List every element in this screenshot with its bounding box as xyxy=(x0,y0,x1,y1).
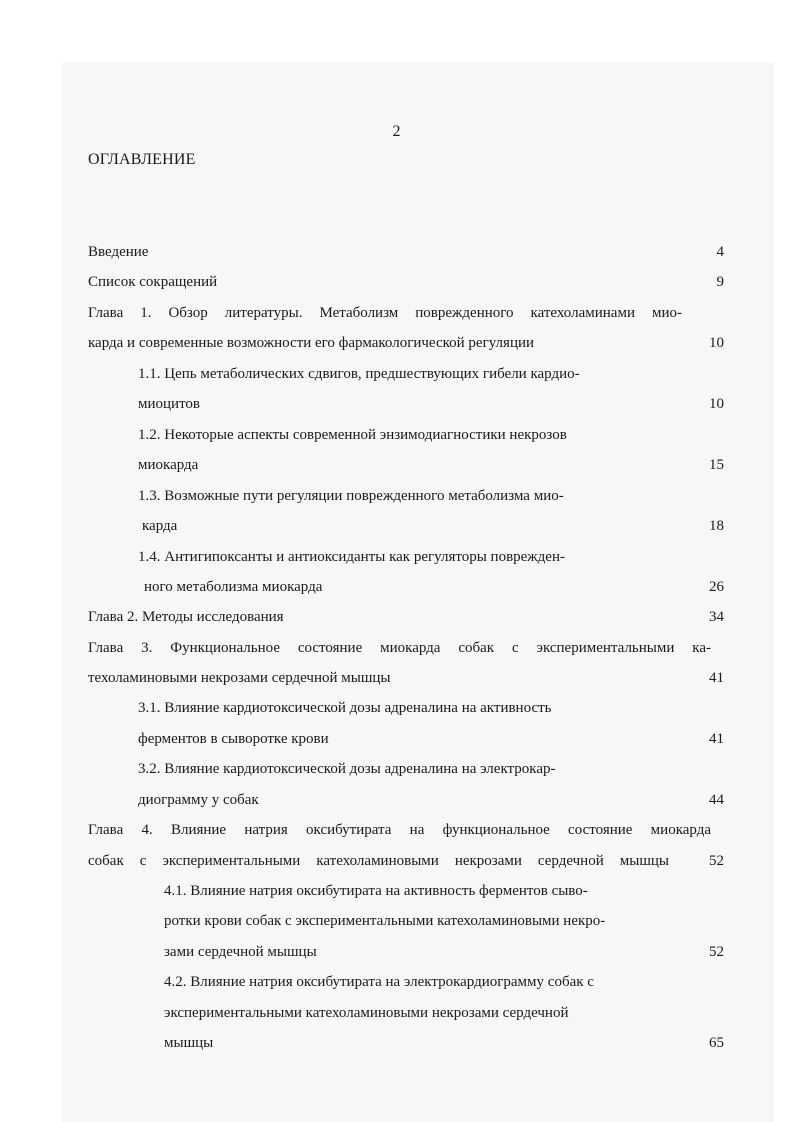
toc-page-section-3-2: 44 xyxy=(709,792,724,808)
toc-page-chapter-4: 52 xyxy=(709,853,724,869)
page-number: 2 xyxy=(392,123,401,140)
toc-entry-chapter-4-line-2: собак с экспериментальными катехоламиновыми некрозами сердечной мышцы xyxy=(88,853,669,869)
toc-entry-chapter-2: Глава 2. Методы исследования xyxy=(88,609,284,625)
toc-entry-chapter-1-line-1: Глава 1. Обзор литературы. Метаболизм поврежденного катехоламинами мио- xyxy=(88,305,682,321)
toc-page-section-1-3: 18 xyxy=(709,518,724,534)
toc-entry-section-4-1-line-2: ротки крови собак с экспериментальными катехоламиновыми некро- xyxy=(164,913,606,929)
toc-entry-chapter-4-line-1: Глава 4. Влияние натрия оксибутирата на функциональное состояние миокарда xyxy=(88,822,711,838)
toc-page-section-4-2: 65 xyxy=(709,1035,724,1051)
toc-entry-section-1-3-line-1: 1.3. Возможные пути регуляции поврежденного метаболизма мио- xyxy=(138,488,564,504)
toc-entry-section-4-2-line-2: экспериментальными катехоламиновыми некрозами сердечной xyxy=(164,1005,569,1021)
toc-entry-section-1-4-line-2: ного метаболизма миокарда xyxy=(144,579,323,595)
toc-page-section-1-2: 15 xyxy=(709,457,724,473)
toc-entry-section-1-3-line-2: карда xyxy=(142,518,178,534)
toc-page-intro: 4 xyxy=(716,244,724,260)
toc-entry-chapter-3-line-1: Глава 3. Функциональное состояние миокарда собак с экспериментальными ка- xyxy=(88,640,711,656)
toc-entry-section-1-2-line-2: миокарда xyxy=(138,457,199,473)
toc-entry-section-3-2-line-1: 3.2. Влияние кардиотоксической дозы адреналина на электрокар- xyxy=(138,761,556,777)
toc-entry-section-1-1-line-2: миоцитов xyxy=(138,396,201,412)
toc-entry-abbreviations: Список сокращений xyxy=(88,274,218,290)
toc-entry-section-4-1-line-3: зами сердечной мышцы xyxy=(164,944,317,960)
toc-entry-section-3-1-line-1: 3.1. Влияние кардиотоксической дозы адреналина на активность xyxy=(138,700,552,716)
toc-page-chapter-3: 41 xyxy=(709,670,724,686)
toc-entry-section-4-2-line-1: 4.2. Влияние натрия оксибутирата на электрокардиограмму собак с xyxy=(164,974,594,990)
toc-page-section-1-4: 26 xyxy=(709,579,724,595)
toc-page-chapter-1: 10 xyxy=(709,335,724,351)
toc-entry-section-3-1-line-2: ферментов в сыворотке крови xyxy=(138,731,329,747)
toc-entry-section-3-2-line-2: диограмму у собак xyxy=(138,792,259,808)
toc-entry-section-1-2-line-1: 1.2. Некоторые аспекты современной энзимодиагностики некрозов xyxy=(138,427,567,443)
toc-entry-section-4-2-line-3: мышцы xyxy=(164,1035,214,1051)
toc-page-section-3-1: 41 xyxy=(709,731,724,747)
toc-entry-chapter-1-line-2: карда и современные возможности его фармакологической регуляции xyxy=(88,335,535,351)
toc-title: ОГЛАВЛЕНИЕ xyxy=(88,151,196,168)
toc-entry-intro: Введение xyxy=(88,244,149,260)
toc-entry-section-4-1-line-1: 4.1. Влияние натрия оксибутирата на активность ферментов сыво- xyxy=(164,883,588,899)
toc-page-section-4-1: 52 xyxy=(709,944,724,960)
toc-page-abbreviations: 9 xyxy=(716,274,724,290)
toc-entry-section-1-4-line-1: 1.4. Антигипоксанты и антиоксиданты как регуляторы поврежден- xyxy=(138,549,565,565)
toc-page-section-1-1: 10 xyxy=(709,396,724,412)
toc-entry-section-1-1-line-1: 1.1. Цепь метаболических сдвигов, предшествующих гибели кардио- xyxy=(138,366,580,382)
toc-entry-chapter-3-line-2: техоламиновыми некрозами сердечной мышцы xyxy=(88,670,391,686)
toc-page-chapter-2: 34 xyxy=(709,609,724,625)
